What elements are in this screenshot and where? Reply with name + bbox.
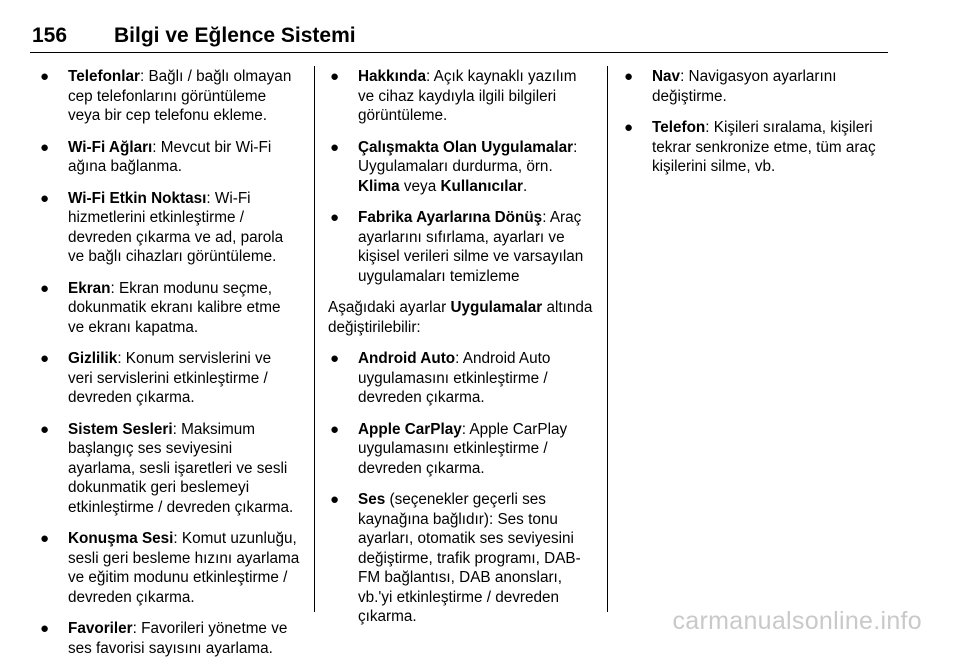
column-divider	[314, 66, 315, 612]
item-term: Wi-Fi Etkin Noktası	[68, 189, 207, 207]
bullet-icon: ●	[40, 279, 50, 297]
item-term: Wi-Fi Ağları	[68, 138, 153, 156]
bullet-icon: ●	[40, 350, 50, 367]
item-text: : Araç ayarlarını sıfırlama, ayarları ve kişisel verileri silme ve varsayılan uygulamaları temizleme	[358, 209, 584, 285]
item-term-tertiary: Kullanıcılar	[440, 177, 523, 195]
page-header	[30, 16, 888, 53]
bullet-icon: ●	[40, 530, 50, 547]
item-term: Ekran	[68, 279, 111, 297]
bullet-icon: ●	[330, 209, 340, 226]
list-item	[38, 67, 300, 126]
bullet-icon: ●	[40, 620, 50, 637]
item-text: : Bağlı / bağlı olmayan cep telefonlarını görüntüleme veya bir cep telefonu ekleme.	[68, 68, 292, 124]
bullet-icon: ●	[624, 68, 634, 85]
item-text: : Kişileri sıralama, kişileri tekrar senkronize etme, tüm araç kişilerini silme, vb.	[652, 119, 876, 175]
item-text: : Ekran modunu seçme, dokunmatik ekranı kalibre etme ve ekranı kapatma.	[68, 279, 281, 336]
item-text: : Maksimum başlangıç ses seviyesini ayarlama, sesli işaretleri ve sesli dokunmatik geri beslemeyi etkinleştirme / devreden çıkarma.	[68, 420, 294, 516]
sub-list-item	[328, 420, 596, 479]
column-3	[622, 67, 892, 189]
item-text: : Android Auto uygulamasını etkinleştirme / devreden çıkarma.	[358, 350, 551, 406]
list-item	[328, 138, 596, 197]
item-text: : Uygulamaları durdurma, örn.	[358, 138, 578, 175]
item-term: Telefon	[652, 119, 706, 136]
column-divider	[607, 66, 608, 612]
list-item	[38, 619, 300, 658]
item-term: Hakkında	[358, 68, 427, 85]
bullet-icon: ●	[330, 491, 340, 508]
item-term: Android Auto	[358, 350, 456, 367]
item-term: Telefonlar	[68, 68, 140, 85]
item-text: : Apple CarPlay uygulamasını etkinleştirme / devreden çıkarma.	[358, 420, 568, 477]
section-title: Bilgi ve Eğlence Sistemi	[114, 24, 356, 47]
item-term: Apple CarPlay	[358, 420, 462, 438]
list-item	[38, 529, 300, 607]
page-number: 156	[32, 24, 68, 47]
item-term: Gizlilik	[68, 350, 118, 367]
bullet-icon: ●	[330, 350, 340, 367]
sub-list-item	[328, 349, 596, 408]
list-item	[38, 279, 300, 338]
bullet-icon: ●	[624, 119, 634, 136]
bullet-icon: ●	[330, 68, 340, 85]
item-text: (seçenekler geçerli ses kaynağına bağlıdır): Ses tonu ayarları, otomatik ses seviyesini değiştirme, trafik programı, DAB-FM bağlantısı, DAB anonsları, vb.'yi etkinleştirme / devreden çıkarma.	[358, 491, 581, 625]
bullet-icon: ●	[40, 68, 50, 85]
item-text: : Favorileri yönetme ve ses favorisi sayısını ayarlama.	[68, 620, 288, 657]
paragraph-term: Uygulamalar	[450, 299, 543, 316]
intro-paragraph	[328, 298, 596, 337]
bullet-icon: ●	[330, 138, 340, 156]
item-term: Sistem Sesleri	[68, 420, 173, 438]
list-item	[328, 208, 596, 286]
item-text-mid: veya	[399, 177, 441, 195]
column-2	[328, 67, 596, 639]
item-term: Ses	[358, 491, 386, 508]
item-text-end: .	[522, 177, 528, 195]
list-item	[622, 67, 892, 106]
list-item	[328, 67, 596, 126]
item-text: : Açık kaynaklı yazılım ve cihaz kaydıyla ilgili bilgileri görüntüleme.	[358, 68, 577, 124]
list-item	[38, 349, 300, 408]
paragraph-text: Aşağıdaki ayarlar	[328, 299, 451, 316]
bullet-icon: ●	[40, 138, 50, 156]
item-text: : Mevcut bir Wi-Fi ağına bağlanma.	[68, 138, 272, 175]
paragraph-text-end: altında değiştirilebilir:	[328, 299, 593, 336]
list-item	[38, 189, 300, 267]
item-text: : Wi-Fi hizmetlerini etkinleştirme / devreden çıkarma ve ad, parola ve bağlı cihazları görüntüleme.	[68, 189, 284, 265]
item-term: Favoriler	[68, 620, 133, 637]
item-text: : Navigasyon ayarlarını değiştirme.	[652, 68, 837, 105]
bullet-icon: ●	[40, 189, 50, 207]
item-term: Çalışmakta Olan Uygulamalar	[358, 138, 574, 156]
sub-list-item	[328, 490, 596, 627]
bullet-icon: ●	[40, 420, 50, 438]
item-term: Konuşma Sesi	[68, 530, 174, 547]
item-text: : Komut uzunluğu, sesli geri besleme hızını ayarlama ve eğitim modunu etkinleştirme / devreden çıkarma.	[68, 530, 300, 606]
column-1	[38, 67, 300, 670]
list-item	[38, 138, 300, 177]
list-item	[38, 420, 300, 518]
watermark: carmanualsonline.info	[672, 607, 922, 635]
item-term: Nav	[652, 68, 681, 85]
item-term-secondary: Klima	[358, 177, 400, 195]
list-item	[622, 118, 892, 177]
bullet-icon: ●	[330, 420, 340, 438]
item-text: : Konum servislerini ve veri servislerini etkinleştirme / devreden çıkarma.	[68, 350, 272, 406]
item-term: Fabrika Ayarlarına Dönüş	[358, 209, 543, 226]
sub-list	[328, 349, 596, 627]
